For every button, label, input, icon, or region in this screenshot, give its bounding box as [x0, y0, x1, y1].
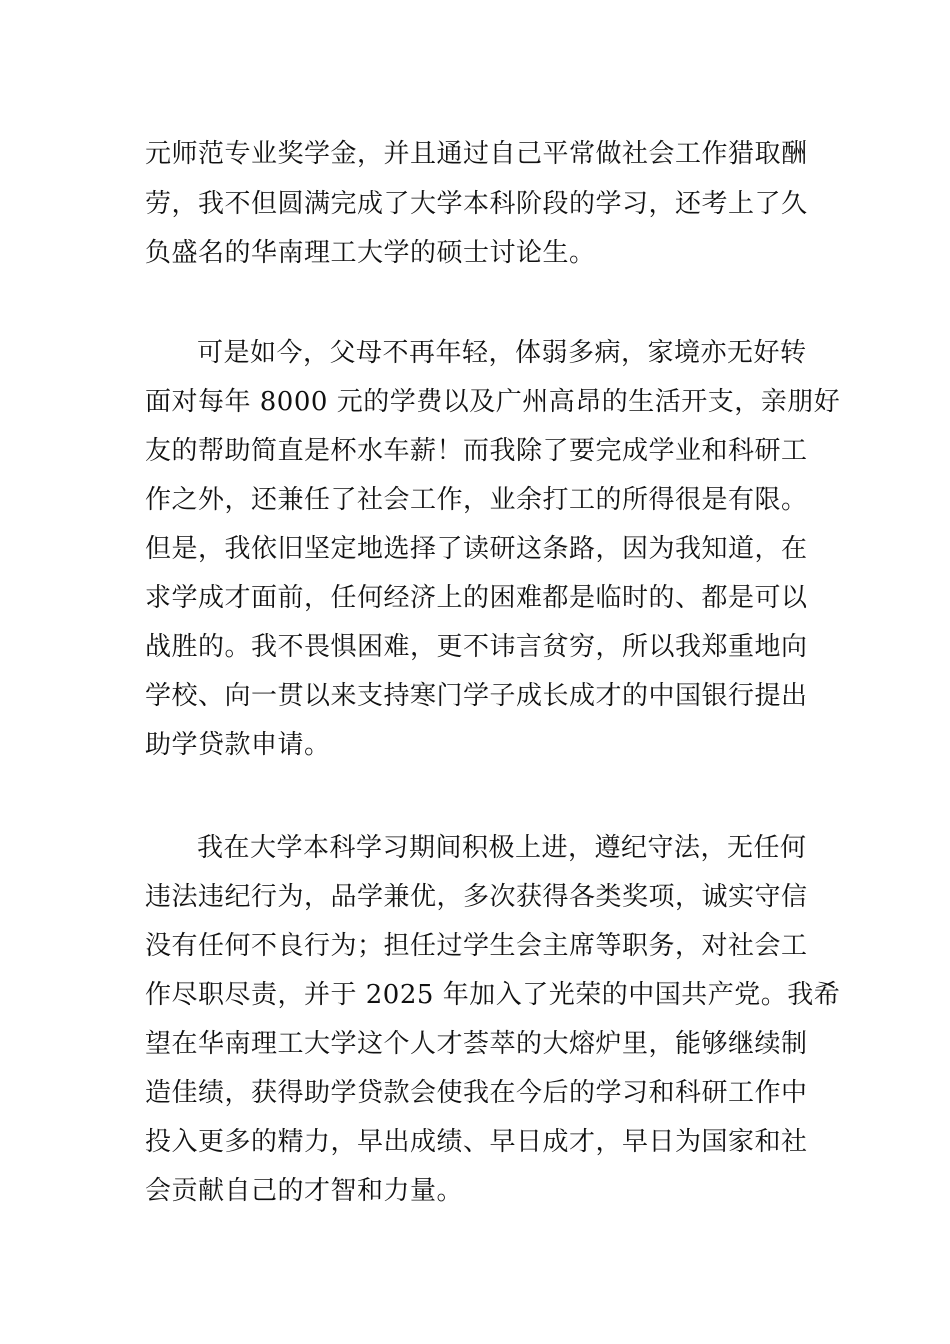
paragraph-1-line-2: 劳，我不但圆满完成了大学本科阶段的学习，还考上了久	[145, 189, 808, 219]
paragraph-2-line-8: 学校、向一贯以来支持寒门学子成长成才的中国银行提出	[145, 681, 808, 711]
paragraph-3-line-7: 投入更多的精力，早出成绩、早日成才，早日为国家和社	[145, 1127, 808, 1157]
paragraph-2-line-7: 战胜的。我不畏惧困难，更不讳言贫穷，所以我郑重地向	[145, 632, 808, 662]
paragraph-3-line-3: 没有任何不良行为；担任过学生会主席等职务，对社会工	[145, 931, 808, 961]
paragraph-1-line-1: 元师范专业奖学金，并且通过自己平常做社会工作猎取酬	[145, 139, 808, 169]
paragraph-3-line-2: 违法违纪行为，品学兼优，多次获得各类奖项，诚实守信	[145, 882, 808, 912]
paragraph-3-line-5: 望在华南理工大学这个人才荟萃的大熔炉里，能够继续制	[145, 1029, 808, 1059]
paragraph-2-line-2: 面对每年 8000 元的学费以及广州高昂的生活开支，亲朋好	[145, 387, 841, 417]
paragraph-2-line-3: 友的帮助简直是杯水车薪！而我除了要完成学业和科研工	[145, 436, 808, 466]
paragraph-2-line-9: 助学贷款申请。	[145, 730, 331, 760]
paragraph-1-line-3: 负盛名的华南理工大学的硕士讨论生。	[145, 238, 596, 268]
paragraph-2-line-6: 求学成才面前，任何经济上的困难都是临时的、都是可以	[145, 583, 808, 613]
paragraph-3-line-4: 作尽职尽责，并于 2025 年加入了光荣的中国共产党。我希	[145, 980, 841, 1010]
paragraph-3-line-1: 我在大学本科学习期间积极上进，遵纪守法，无任何	[197, 833, 807, 863]
paragraph-2-line-1: 可是如今，父母不再年轻，体弱多病，家境亦无好转	[197, 338, 807, 368]
paragraph-3-line-6: 造佳绩，获得助学贷款会使我在今后的学习和科研工作中	[145, 1078, 808, 1108]
paragraph-2-line-4: 作之外，还兼任了社会工作，业余打工的所得很是有限。	[145, 485, 808, 515]
paragraph-3-line-8: 会贡献自己的才智和力量。	[145, 1176, 464, 1206]
paragraph-2-line-5: 但是，我依旧坚定地选择了读研这条路，因为我知道，在	[145, 534, 808, 564]
